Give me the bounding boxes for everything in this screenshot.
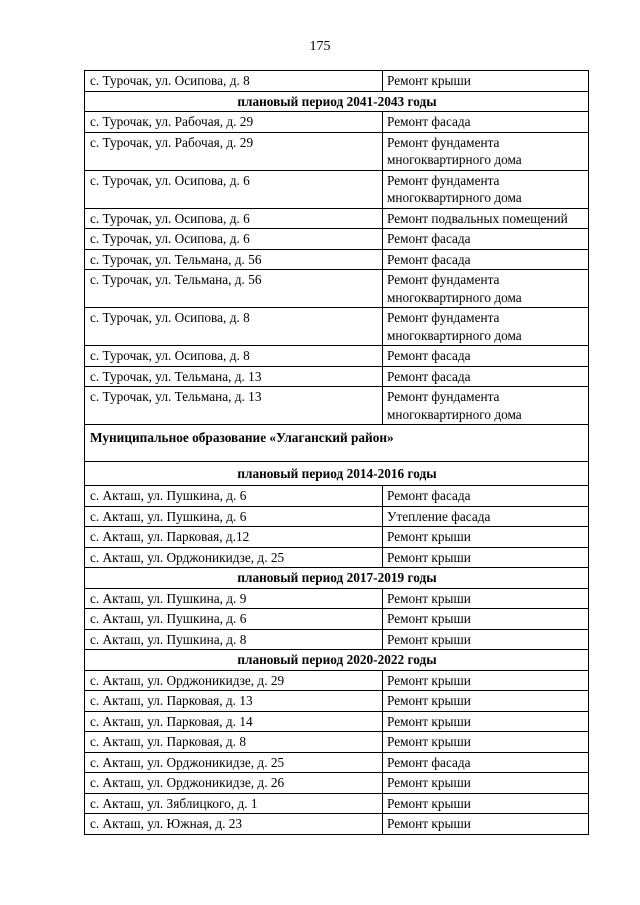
table-row <box>85 711 589 732</box>
table-row <box>85 387 589 425</box>
address-cell: с. Турочак, ул. Осипова, д. 6 <box>85 229 383 250</box>
work-type-cell: Ремонт фундамента многоквартирного дома <box>383 132 589 170</box>
address-cell: с. Турочак, ул. Тельмана, д. 56 <box>85 249 383 270</box>
table-row <box>85 609 589 630</box>
table-row <box>85 486 589 507</box>
table-row <box>85 71 589 92</box>
address-cell: с. Турочак, ул. Тельмана, д. 56 <box>85 270 383 308</box>
work-type-cell: Утепление фасада <box>383 506 589 527</box>
address-cell: с. Акташ, ул. Зяблицкого, д. 1 <box>85 793 383 814</box>
address-cell: с. Акташ, ул. Пушкина, д. 6 <box>85 506 383 527</box>
table-row <box>85 752 589 773</box>
period-header: плановый период 2041-2043 годы <box>85 91 589 112</box>
period-header-row <box>85 461 589 486</box>
address-cell: с. Турочак, ул. Осипова, д. 8 <box>85 346 383 367</box>
table-row <box>85 249 589 270</box>
period-header-row <box>85 650 589 671</box>
period-header: плановый период 2020-2022 годы <box>85 650 589 671</box>
address-cell: с. Акташ, ул. Пушкина, д. 9 <box>85 588 383 609</box>
table-row <box>85 170 589 208</box>
table-row <box>85 670 589 691</box>
work-type-cell: Ремонт крыши <box>383 588 589 609</box>
address-cell: с. Акташ, ул. Орджоникидзе, д. 26 <box>85 773 383 794</box>
address-cell: с. Акташ, ул. Южная, д. 23 <box>85 814 383 835</box>
work-type-cell: Ремонт фасада <box>383 229 589 250</box>
period-header: плановый период 2017-2019 годы <box>85 568 589 589</box>
repair-schedule-table <box>84 70 589 835</box>
table-row <box>85 547 589 568</box>
address-cell: с. Акташ, ул. Пушкина, д. 8 <box>85 629 383 650</box>
work-type-cell: Ремонт фундамента многоквартирного дома <box>383 308 589 346</box>
municipality-header-row <box>85 425 589 462</box>
address-cell: с. Акташ, ул. Орджоникидзе, д. 25 <box>85 752 383 773</box>
work-type-cell: Ремонт подвальных помещений <box>383 208 589 229</box>
work-type-cell: Ремонт крыши <box>383 71 589 92</box>
work-type-cell: Ремонт крыши <box>383 609 589 630</box>
work-type-cell: Ремонт крыши <box>383 670 589 691</box>
address-cell: с. Акташ, ул. Пушкина, д. 6 <box>85 486 383 507</box>
work-type-cell: Ремонт крыши <box>383 547 589 568</box>
table-row <box>85 773 589 794</box>
address-cell: с. Турочак, ул. Осипова, д. 8 <box>85 71 383 92</box>
table-row <box>85 629 589 650</box>
work-type-cell: Ремонт крыши <box>383 773 589 794</box>
address-cell: с. Акташ, ул. Парковая, д.12 <box>85 527 383 548</box>
table-row <box>85 132 589 170</box>
work-type-cell: Ремонт фасада <box>383 752 589 773</box>
table-row <box>85 270 589 308</box>
table-row <box>85 506 589 527</box>
address-cell: с. Турочак, ул. Осипова, д. 6 <box>85 208 383 229</box>
work-type-cell: Ремонт фасада <box>383 366 589 387</box>
work-type-cell: Ремонт крыши <box>383 711 589 732</box>
address-cell: с. Акташ, ул. Орджоникидзе, д. 25 <box>85 547 383 568</box>
table-row <box>85 814 589 835</box>
page-number: 175 <box>309 39 331 54</box>
address-cell: с. Акташ, ул. Парковая, д. 8 <box>85 732 383 753</box>
work-type-cell: Ремонт фасада <box>383 112 589 133</box>
period-header: плановый период 2014-2016 годы <box>85 461 589 486</box>
table-row <box>85 527 589 548</box>
address-cell: с. Турочак, ул. Осипова, д. 6 <box>85 170 383 208</box>
address-cell: с. Турочак, ул. Тельмана, д. 13 <box>85 387 383 425</box>
table-row <box>85 346 589 367</box>
work-type-cell: Ремонт фундамента многоквартирного дома <box>383 170 589 208</box>
address-cell: с. Турочак, ул. Тельмана, д. 13 <box>85 366 383 387</box>
period-header-row <box>85 91 589 112</box>
table-row <box>85 308 589 346</box>
work-type-cell: Ремонт фасада <box>383 346 589 367</box>
address-cell: с. Акташ, ул. Парковая, д. 13 <box>85 691 383 712</box>
table-row <box>85 366 589 387</box>
table-row <box>85 112 589 133</box>
work-type-cell: Ремонт крыши <box>383 527 589 548</box>
work-type-cell: Ремонт фундамента многоквартирного дома <box>383 387 589 425</box>
address-cell: с. Турочак, ул. Рабочая, д. 29 <box>85 112 383 133</box>
table-row <box>85 229 589 250</box>
repair-schedule-body <box>85 71 589 835</box>
table-row <box>85 691 589 712</box>
work-type-cell: Ремонт фасада <box>383 249 589 270</box>
work-type-cell: Ремонт фасада <box>383 486 589 507</box>
work-type-cell: Ремонт крыши <box>383 814 589 835</box>
work-type-cell: Ремонт крыши <box>383 793 589 814</box>
table-row <box>85 732 589 753</box>
table-row <box>85 588 589 609</box>
work-type-cell: Ремонт крыши <box>383 732 589 753</box>
period-header-row <box>85 568 589 589</box>
address-cell: с. Турочак, ул. Осипова, д. 8 <box>85 308 383 346</box>
table-row <box>85 208 589 229</box>
work-type-cell: Ремонт крыши <box>383 691 589 712</box>
address-cell: с. Акташ, ул. Парковая, д. 14 <box>85 711 383 732</box>
table-row <box>85 793 589 814</box>
work-type-cell: Ремонт фундамента многоквартирного дома <box>383 270 589 308</box>
address-cell: с. Акташ, ул. Пушкина, д. 6 <box>85 609 383 630</box>
work-type-cell: Ремонт крыши <box>383 629 589 650</box>
municipality-header: Муниципальное образование «Улаганский район» <box>85 425 589 462</box>
address-cell: с. Акташ, ул. Орджоникидзе, д. 29 <box>85 670 383 691</box>
address-cell: с. Турочак, ул. Рабочая, д. 29 <box>85 132 383 170</box>
